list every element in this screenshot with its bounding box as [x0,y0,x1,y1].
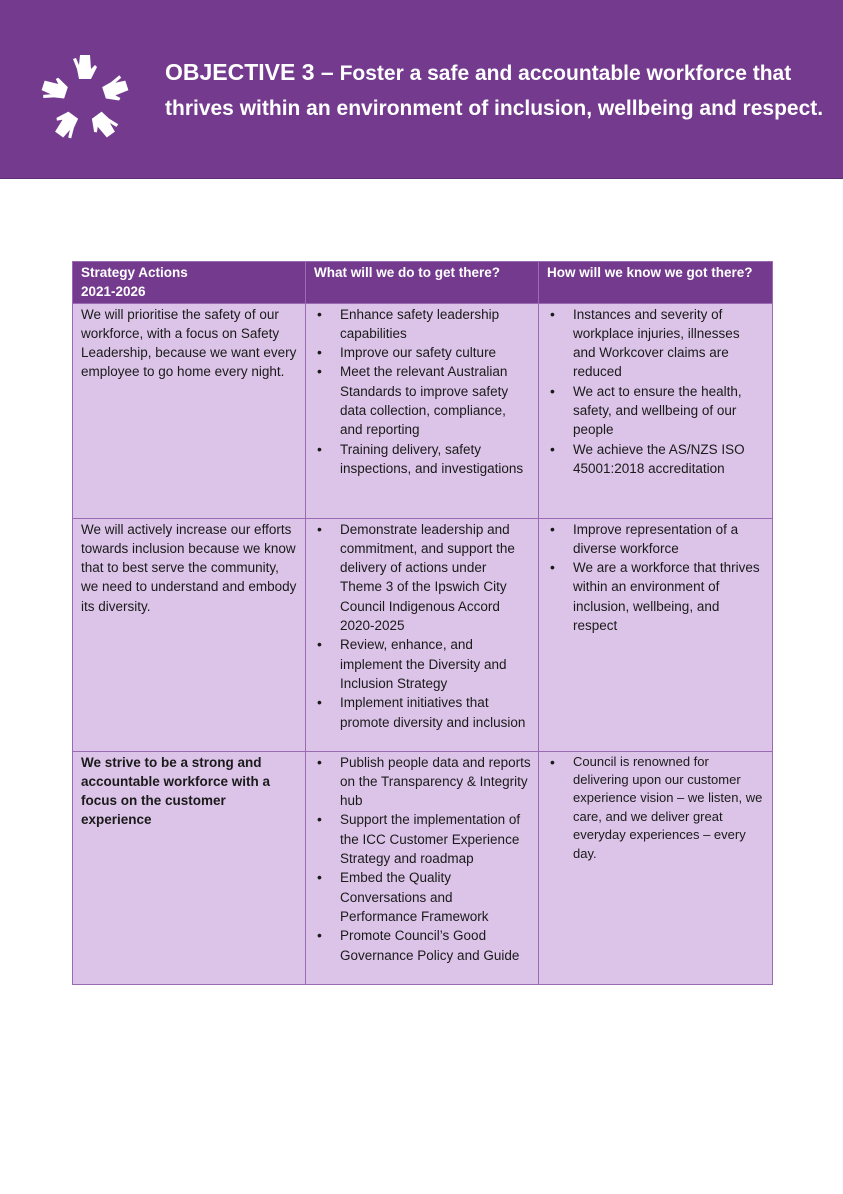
header-strategy-actions-title: Strategy Actions [81,265,188,280]
measures-cell [539,518,773,751]
list-item: • Enhance safety leadership capabilities [314,305,531,344]
list-item: • We are a workforce that thrives within an environment of inclusion, wellbeing, and respect [547,558,765,635]
measures-cell [539,303,773,518]
measures-cell [539,751,773,984]
header-strategy-actions [73,262,306,304]
actions-cell [306,303,539,518]
measures-list [547,753,765,863]
actions-cell [306,518,539,751]
objective-label: OBJECTIVE 3 – [165,59,334,85]
header-strategy-actions-years: 2021-2026 [81,284,146,300]
actions-cell [306,751,539,984]
strategy-action-cell: We strive to be a strong and accountable workforce with a focus on the customer experience [73,751,306,984]
list-item: • Demonstrate leadership and commitment, and support the delivery of actions under Theme 3 of the Ipswich City Council Indigenous Accord 2020-2025 [314,520,531,636]
hands-circle-icon [34,50,136,148]
strategy-table [72,261,773,985]
objective-title [165,55,830,126]
list-item: • Training delivery, safety inspections, and investigations [314,440,531,479]
list-item: • We achieve the AS/NZS ISO 45001:2018 accreditation [547,440,765,479]
actions-list [314,753,531,965]
list-item: • Improve our safety culture [314,343,531,362]
list-item: • Support the implementation of the ICC Customer Experience Strategy and roadmap [314,810,531,868]
list-item: • Meet the relevant Australian Standards to improve safety data collection, compliance, and reporting [314,362,531,439]
list-item: • Publish people data and reports on the Transparency & Integrity hub [314,753,531,811]
table-row [73,303,773,518]
header-how-we-know: How will we know we got there? [539,262,773,304]
header-what-we-do: What will we do to get there? [306,262,539,304]
actions-list [314,305,531,479]
list-item: • Instances and severity of workplace injuries, illnesses and Workcover claims are reduced [547,305,765,382]
strategy-action-cell: We will prioritise the safety of our workforce, with a focus on Safety Leadership, because we want every employee to go home every night. [73,303,306,518]
objective-text: Foster a safe and accountable workforce that thrives within an environment of inclusion, wellbeing and respect. [165,62,824,120]
objective-banner [0,0,843,179]
list-item: • Promote Council’s Good Governance Policy and Guide [314,926,531,965]
list-item: • Embed the Quality Conversations and Performance Framework [314,868,531,926]
list-item: • Improve representation of a diverse workforce [547,520,765,559]
table-row [73,751,773,984]
list-item: • Implement initiatives that promote diversity and inclusion [314,693,531,732]
table-row [73,518,773,751]
measures-list [547,520,765,636]
strategy-action-cell: We will actively increase our efforts towards inclusion because we know that to best serve the community, we need to understand and embody its diversity. [73,518,306,751]
table-header-row [73,262,773,304]
list-item: • Council is renowned for delivering upon our customer experience vision – we listen, we care, and we deliver great everyday experiences – every day. [547,753,765,863]
list-item: • We act to ensure the health, safety, and wellbeing of our people [547,382,765,440]
list-item: • Review, enhance, and implement the Diversity and Inclusion Strategy [314,635,531,693]
measures-list [547,305,765,479]
actions-list [314,520,531,732]
